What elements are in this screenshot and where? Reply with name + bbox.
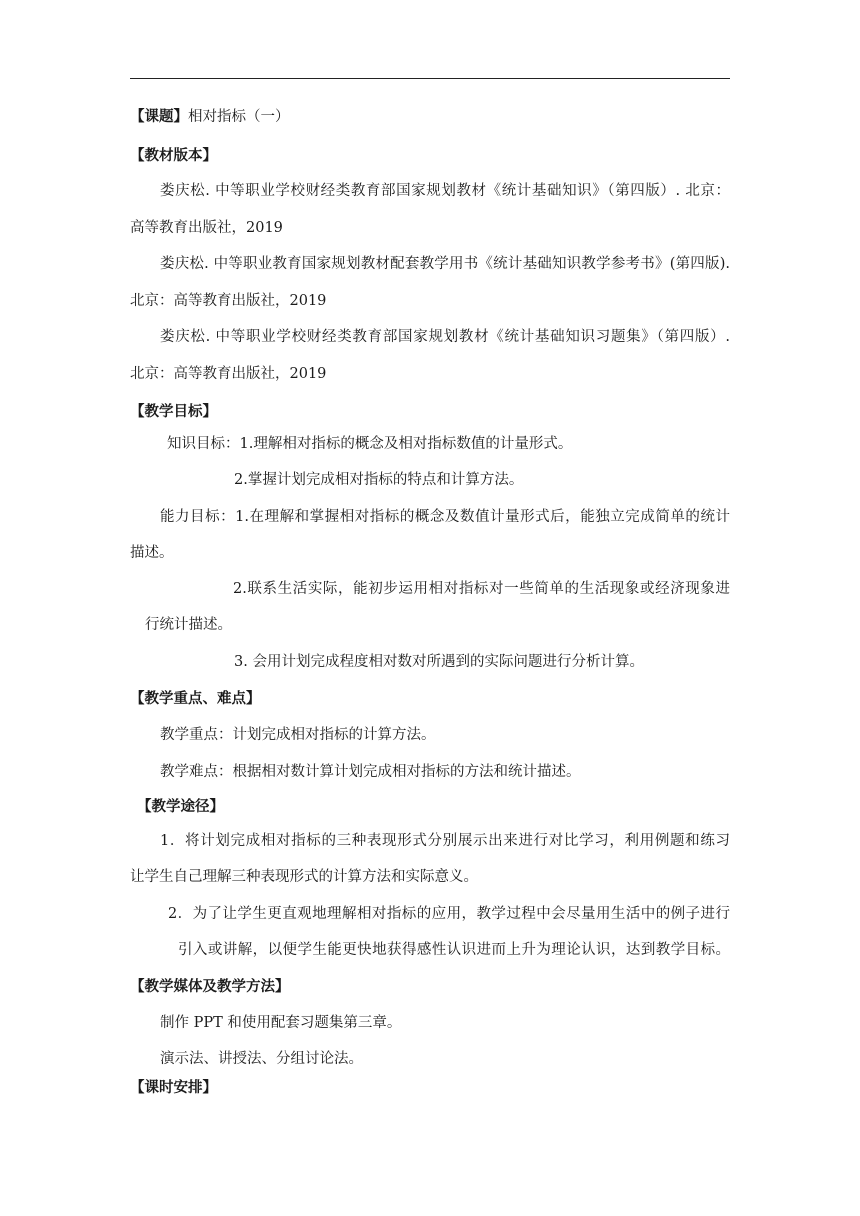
approach-line: 1．将计划完成相对指标的三种表现形式分别展示出来进行对比学习，利用例题和练习 [160, 833, 730, 849]
key-points-heading: 【教学重点、难点】 [130, 691, 261, 707]
objective-line: 2.联系生活实际，能初步运用相对指标对一些简单的生活现象或经济现象进 [233, 581, 730, 597]
topic-label: 【课题】 [130, 109, 188, 125]
textbook-line: 娄庆松. 中等职业学校财经类教育部国家规划教材《统计基础知识》（第四版）. 北京： [160, 183, 730, 199]
approach-line: 2．为了让学生更直观地理解相对指标的应用，教学过程中会尽量用生活中的例子进行 [168, 906, 730, 922]
textbook-line: 北京：高等教育出版社，2019 [130, 366, 327, 382]
objective-line: 描述。 [130, 545, 174, 561]
objectives-heading: 【教学目标】 [130, 404, 217, 420]
header-rule [130, 78, 730, 79]
media-line: 演示法、讲授法、分组讨论法。 [160, 1051, 363, 1067]
textbook-line: 北京：高等教育出版社，2019 [130, 293, 327, 309]
objective-line: 能力目标：1.在理解和掌握相对指标的概念及数值计量形式后，能独立完成简单的统计 [160, 509, 730, 525]
topic-value: 相对指标（一） [188, 109, 290, 125]
media-heading: 【教学媒体及教学方法】 [130, 979, 290, 995]
textbook-heading: 【教材版本】 [130, 148, 217, 164]
objective-line: 知识目标：1.理解相对指标的概念及相对指标数值的计量形式。 [167, 436, 573, 452]
key-point-line: 教学重点：计划完成相对指标的计算方法。 [160, 727, 436, 743]
objective-line: 行统计描述。 [145, 617, 232, 633]
approach-line: 引入或讲解，以便学生能更快地获得感性认识进而上升为理论认识，达到教学目标。 [178, 942, 730, 958]
textbook-line: 娄庆松. 中等职业教育国家规划教材配套教学用书《统计基础知识教学参考书》(第四版). [160, 256, 730, 272]
objective-line: 3. 会用计划完成程度相对数对所遇到的实际问题进行分析计算。 [234, 654, 644, 670]
textbook-line: 娄庆松. 中等职业学校财经类教育部国家规划教材《统计基础知识习题集》（第四版）. [160, 329, 730, 345]
textbook-line: 高等教育出版社，2019 [130, 220, 283, 236]
media-line: 制作 PPT 和使用配套习题集第三章。 [160, 1015, 402, 1031]
difficult-point-line: 教学难点：根据相对数计算计划完成相对指标的方法和统计描述。 [160, 764, 581, 780]
schedule-heading: 【课时安排】 [130, 1080, 217, 1096]
approach-heading: 【教学途径】 [137, 799, 224, 815]
topic-line [130, 107, 290, 127]
objective-line: 2.掌握计划完成相对指标的特点和计算方法。 [234, 472, 524, 488]
approach-line: 让学生自己理解三种表现形式的计算方法和实际意义。 [130, 869, 478, 885]
